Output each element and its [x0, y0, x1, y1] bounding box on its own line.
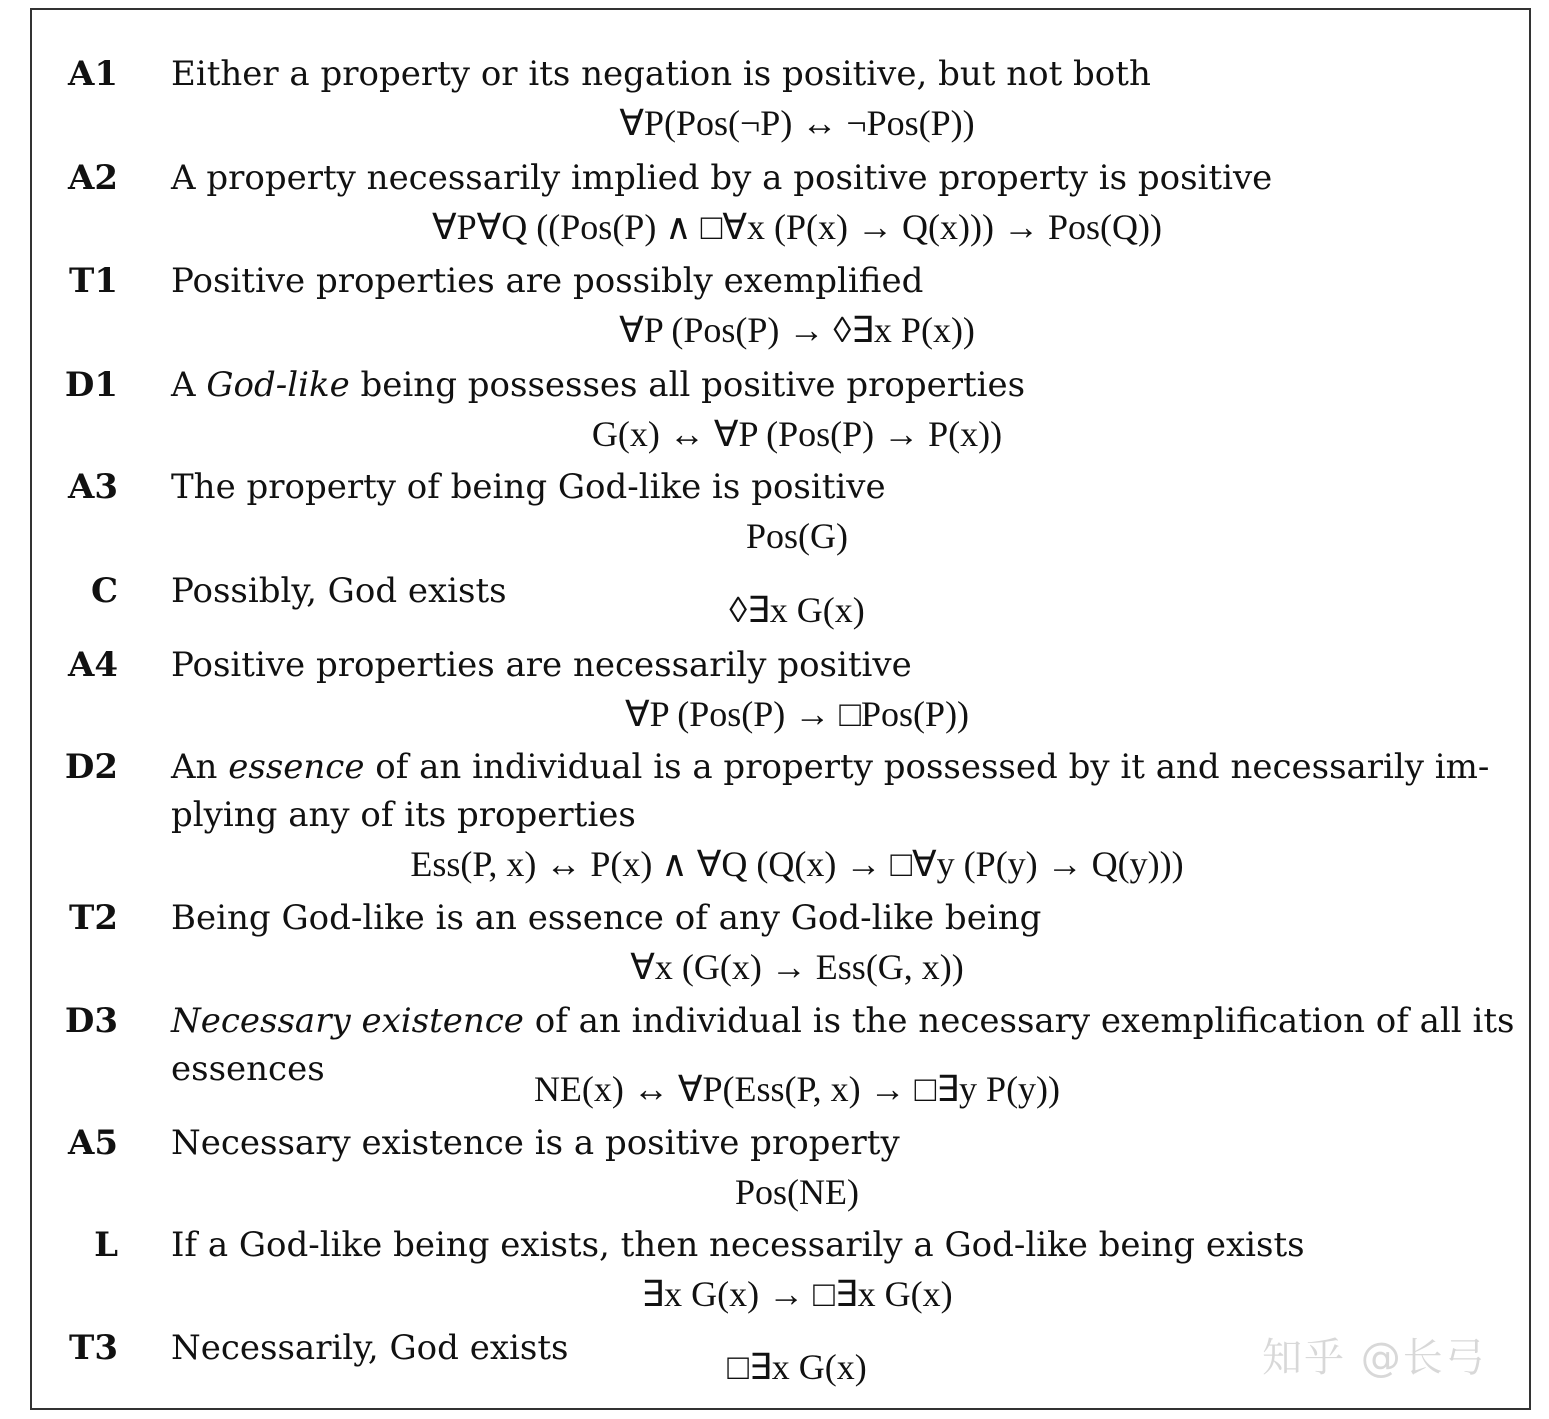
item-description: Being God-like is an essence of any God-like being	[171, 898, 1042, 938]
text-suffix: being possesses all positive properties	[349, 365, 1026, 405]
item-formula: ∀P∀Q ((Pos(P) ∧ □∀x (P(x) → Q(x))) → Pos(Q))	[432, 207, 1162, 247]
item-description: A property necessarily implied by a positive property is positive	[171, 158, 1273, 198]
item-label: D1	[64, 365, 118, 405]
watermark: 知乎 @长弓	[1262, 1335, 1487, 1381]
item-description: Possibly, God exists	[171, 571, 507, 611]
text-prefix: A	[171, 365, 207, 405]
emphasized-term: God-like	[206, 365, 350, 405]
item-formula: ∀x (G(x) → Ess(G, x))	[630, 947, 964, 987]
item-description: Positive properties are possibly exemplified	[171, 261, 924, 301]
item-formula: Pos(NE)	[735, 1172, 859, 1212]
item-description	[171, 747, 1489, 787]
item-description-line2: essences	[171, 1049, 325, 1089]
item-label: T3	[69, 1328, 118, 1368]
item-label: L	[94, 1225, 118, 1265]
item-formula: Ess(P, x) ↔ P(x) ∧ ∀Q (Q(x) → □∀y (P(y) → Q(y)))	[410, 844, 1184, 884]
item-description: Either a property or its negation is positive, but not both	[171, 54, 1151, 94]
item-label: A5	[67, 1123, 118, 1163]
emphasized-term: Necessary existence	[171, 1001, 524, 1041]
item-description	[171, 1001, 1514, 1041]
item-formula: ∀P(Pos(¬P) ↔ ¬Pos(P))	[619, 103, 975, 143]
item-label: A3	[67, 467, 118, 507]
item-description-line2: plying any of its properties	[171, 795, 636, 835]
item-formula: ∀P (Pos(P) → □Pos(P))	[624, 694, 970, 734]
item-description: Necessary existence is a positive property	[171, 1123, 900, 1163]
item-formula: ∃x G(x) → □∃x G(x)	[641, 1274, 953, 1314]
item-formula: ∀P (Pos(P) → ◊∃x P(x))	[619, 310, 975, 350]
text-suffix: of an individual is a property possessed by it and necessarily im-	[364, 747, 1490, 787]
item-formula: G(x) ↔ ∀P (Pos(P) → P(x))	[591, 414, 1003, 454]
axioms-box	[30, 8, 1531, 1410]
item-label: D3	[64, 1001, 118, 1041]
item-formula: □∃x G(x)	[727, 1347, 867, 1387]
item-description: Positive properties are necessarily positive	[171, 645, 912, 685]
item-description: The property of being God-like is positive	[171, 467, 886, 507]
item-formula: Pos(G)	[745, 516, 848, 556]
item-label: C	[90, 571, 118, 611]
emphasized-term: essence	[228, 747, 365, 787]
item-label: A4	[67, 645, 118, 685]
item-description: Necessarily, God exists	[171, 1328, 569, 1368]
item-description: If a God-like being exists, then necessarily a God-like being exists	[171, 1225, 1305, 1265]
item-label: T1	[69, 261, 118, 301]
text-prefix: An	[171, 747, 229, 787]
item-description	[171, 365, 1025, 405]
item-label: D2	[64, 747, 118, 787]
item-formula: ◊∃x G(x)	[729, 590, 865, 630]
item-label: A2	[67, 158, 118, 198]
item-label: T2	[69, 898, 118, 938]
item-label: A1	[67, 54, 118, 94]
item-formula: NE(x) ↔ ∀P(Ess(P, x) → □∃y P(y))	[533, 1069, 1061, 1109]
text-suffix: of an individual is the necessary exemplification of all its	[523, 1001, 1515, 1041]
